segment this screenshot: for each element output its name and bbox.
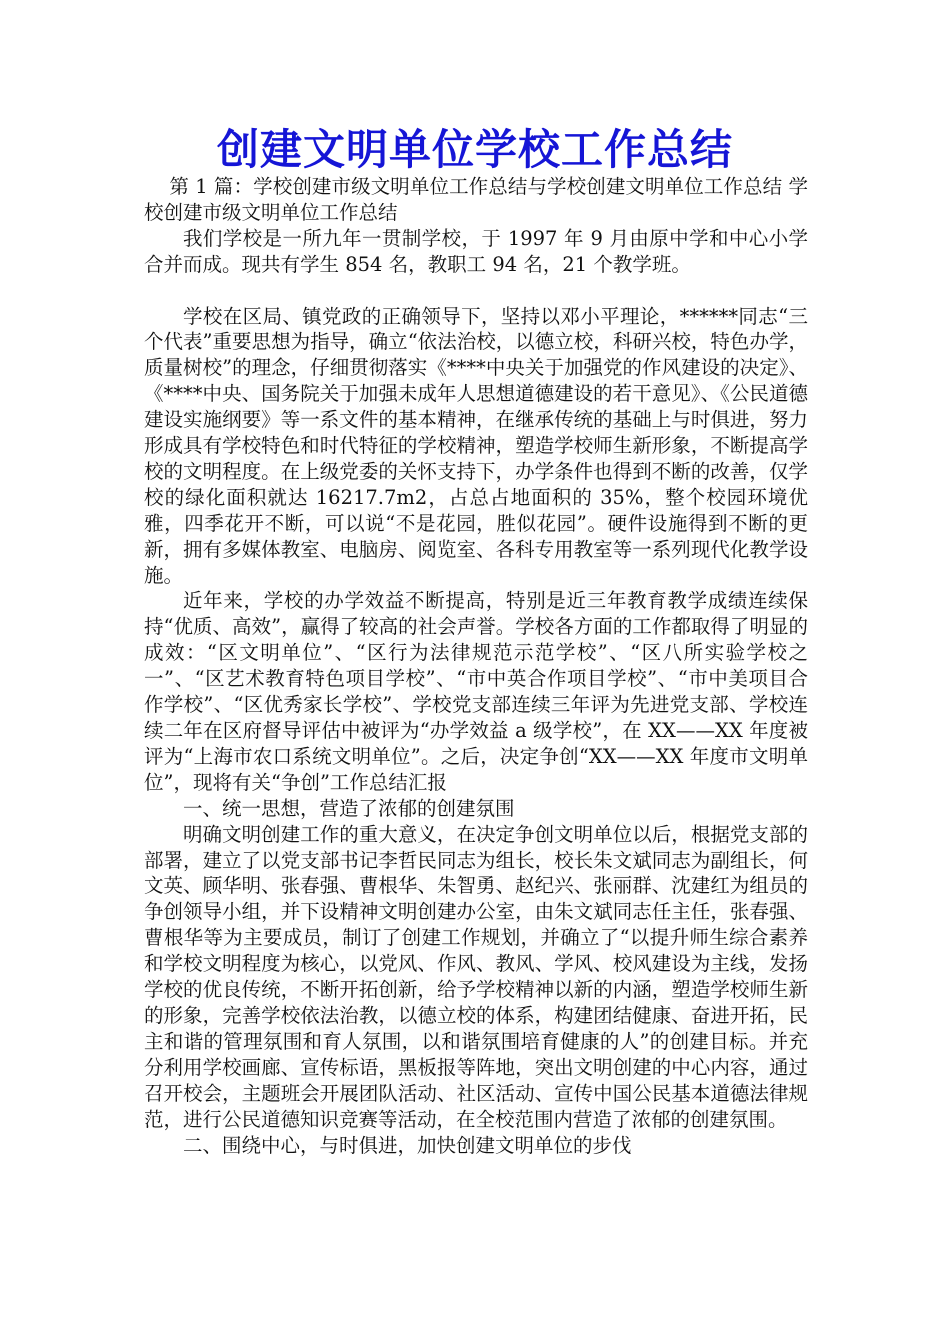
paragraph-heading-1: 第 1 篇：学校创建市级文明单位工作总结与学校创建文明单位工作总结 学校创建市级文明单位工作总结 [144,175,808,224]
paragraph-section-1: 明确文明创建工作的重大意义，在决定争创文明单位以后，根据党支部的部署，建立了以党支部书记李哲民同志为组长，校长朱文斌同志为副组长，何文英、顾华明、张春强、曹根华、朱智勇、赵纪兴、张丽群、沈建红为组员的争创领导小组，并下设精神文明创建办公室，由朱文斌同志任主任，张春强、曹根华等为主要成员，制订了创建工作规划，并确立了“以提升师生综合素养和学校文明程度为核心，以党风、作风、教风、学风、校风建设为主线，发扬学校的优良传统，不断开拓创新，给予学校精神以新的内涵，塑造学校师生新的形象，完善学校依法治教，以德立校的体系，构建团结健康、奋进开拓，民主和谐的管理氛围和育人氛围，以和谐氛围培育健康的人”的创建目标。并充分利用学校画廊、宣传标语，黑板报等阵地，突出文明创建的中心内容，通过召开校会，主题班会开展团队活动、社区活动、宣传中国公民基本道德法律规范，进行公民道德知识竞赛等活动，在全校范围内营造了浓郁的创建氛围。 [144,822,808,1131]
section-heading-2: 二、围绕中心，与时俱进，加快创建文明单位的步伐 [183,1133,632,1157]
paragraph-intro: 我们学校是一所九年一贯制学校，于 1997 年 9 月由原中学和中心小学合并而成。现共有学生 854 名，教职工 94 名，21 个教学班。 [144,226,808,276]
document-title: 创建文明单位学校工作总结 [216,125,733,174]
paragraph-achievements: 近年来，学校的办学效益不断提高，特别是近三年教育教学成绩连续保持“优质、高效”，赢得了较高的社会声誉。学校各方面的工作都取得了明显的成效：“区文明单位”、“区行为法律规范示范学校”、“区八所实验学校之一”、“区艺术教育特色项目学校”、“市中英合作项目学校”、“市中美项目合作学校”、“区优秀家长学校”、学校党支部连续三年评为先进党支部、学校连续二年在区府督导评估中被评为“办学效益 a 级学校”，在 XX——XX 年度被评为“上海市农口系统文明单位”。之后，决定争创“XX——XX 年度市文明单位”，现将有关“争创”工作总结汇报 [144,589,808,794]
paragraph-guidance: 学校在区局、镇党政的正确领导下，坚持以邓小平理论，******同志“三个代表”重要思想为指导，确立“依法治校，以德立校，科研兴校，特色办学，质量树校”的理念，仔细贯彻落实《****中央关于加强党的作风建设的决定》、《****中央、国务院关于加强未成年人思想道德建设的若干意见》、《公民道德建设实施纲要》等一系文件的基本精神，在继承传统的基础上与时俱进，努力形成具有学校特色和时代特征的学校精神，塑造学校师生新形象，不断提高学校的文明程度。在上级党委的关怀支持下，办学条件也得到不断的改善，仅学校的绿化面积就达 16217.7m2，占总占地面积的 35%，整个校园环境优雅，四季花开不断，可以说“不是花园，胜似花园”。硬件设施得到不断的更新，拥有多媒体教室、电脑房、阅览室、各科专用教室等一系列现代化教学设施。 [144,304,808,587]
section-heading-1: 一、统一思想，营造了浓郁的创建氛围 [183,796,515,820]
document-body [144,174,808,1158]
